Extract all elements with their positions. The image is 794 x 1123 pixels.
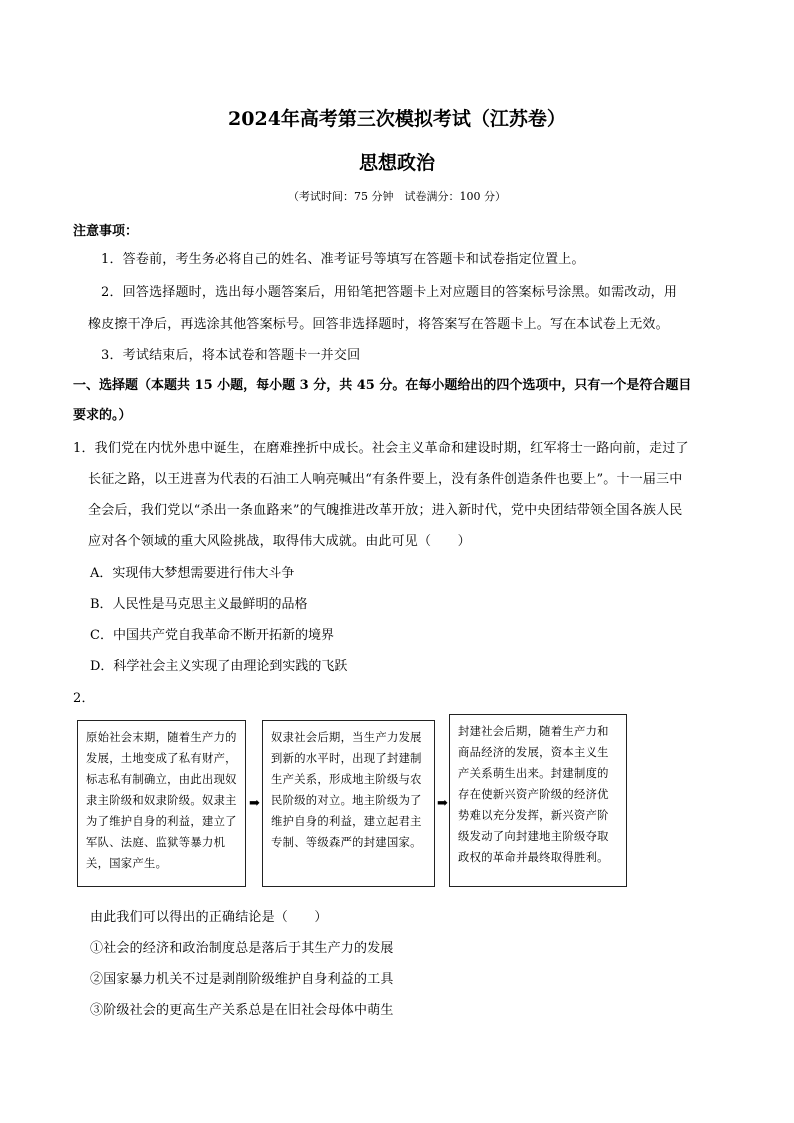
exam-title: 2024年高考第三次模拟考试（江苏卷）: [228, 108, 566, 130]
notes-heading: 注意事项：: [73, 224, 139, 239]
note-item-2-line2: 橡皮擦干净后，再选涂其他答案标号。回答非选择题时，将答案写在答题卡上。写在本试卷上无效。: [88, 317, 669, 332]
exam-meta: （考试时间：75 分钟 试卷满分：100 分）: [288, 190, 506, 203]
q2-item-1: ①社会的经济和政治制度总是落后于其生产力的发展: [90, 941, 394, 956]
q2-box-feudal-society: 封建社会后期，随着生产力和商品经济的发展，资本主义生产关系萌生出来。封建制度的存在使新兴资产阶级的经济优势难以充分发挥，新兴资产阶级发动了向封建地主阶级夺取政权的革命并最终取得胜利。: [449, 714, 627, 887]
arrow-right-icon: ➡: [437, 796, 448, 811]
q1-line1: 1．我们党在内忧外患中诞生，在磨难挫折中成长。社会主义革命和建设时期，红军将士一路向前，走过了: [73, 441, 689, 456]
arrow-right-icon: ➡: [249, 796, 260, 811]
q2-number: 2．: [73, 691, 95, 706]
q1-option-a: A．实现伟大梦想需要进行伟大斗争: [90, 566, 295, 581]
exam-subject: 思想政治: [358, 152, 435, 174]
q2-item-2: ②国家暴力机关不过是剥削阶级维护自身利益的工具: [90, 972, 394, 987]
note-item-1: 1．答卷前，考生务必将自己的姓名、准考证号等填写在答题卡和试卷指定位置上。: [101, 252, 585, 267]
q1-option-d: D．科学社会主义实现了由理论到实践的飞跃: [90, 659, 348, 674]
q2-box-slave-society: 奴隶社会后期，当生产力发展到新的水平时，出现了封建制生产关系，形成地主阶级与农民阶级的对立。地主阶级为了维护自身的利益，建立起君主专制、等级森严的封建国家。: [262, 720, 435, 887]
q1-option-c: C．中国共产党自我革命不断开拓新的境界: [90, 628, 334, 643]
q1-option-b: B．人民性是马克思主义最鲜明的品格: [90, 597, 308, 612]
q2-stem: 由此我们可以得出的正确结论是（ ）: [90, 910, 328, 925]
note-item-2-line1: 2．回答选择题时，选出每小题答案后，用铅笔把答题卡上对应题目的答案标号涂黑。如需改动，用: [101, 285, 678, 300]
q1-line4: 应对各个领域的重大风险挑战，取得伟大成就。由此可见（ ）: [88, 534, 471, 549]
section1-line1: 一、选择题（本题共 15 小题，每小题 3 分，共 45 分。在每小题给出的四个选项中，只有一个是符合题目: [73, 378, 692, 393]
note-item-3: 3．考试结束后，将本试卷和答题卡一并交回: [101, 348, 361, 363]
q1-line3: 全会后，我们党以“杀出一条血路来”的气魄推进改革开放；进入新时代，党中央团结带领全国各族人民: [88, 503, 683, 518]
q2-item-3: ③阶级社会的更高生产关系总是在旧社会母体中萌生: [90, 1003, 394, 1018]
q1-line2: 长征之路，以王进喜为代表的石油工人响亮喊出“有条件要上，没有条件创造条件也要上”。十一届三中: [88, 472, 683, 487]
section1-line2: 要求的。）: [73, 408, 132, 423]
q2-box-primitive-society: 原始社会末期，随着生产力的发展，土地变成了私有财产，标志私有制确立，由此出现奴隶主阶级和奴隶阶级。奴隶主为了维护自身的利益，建立了军队、法庭、监狱等暴力机关，国家产生。: [77, 720, 246, 887]
